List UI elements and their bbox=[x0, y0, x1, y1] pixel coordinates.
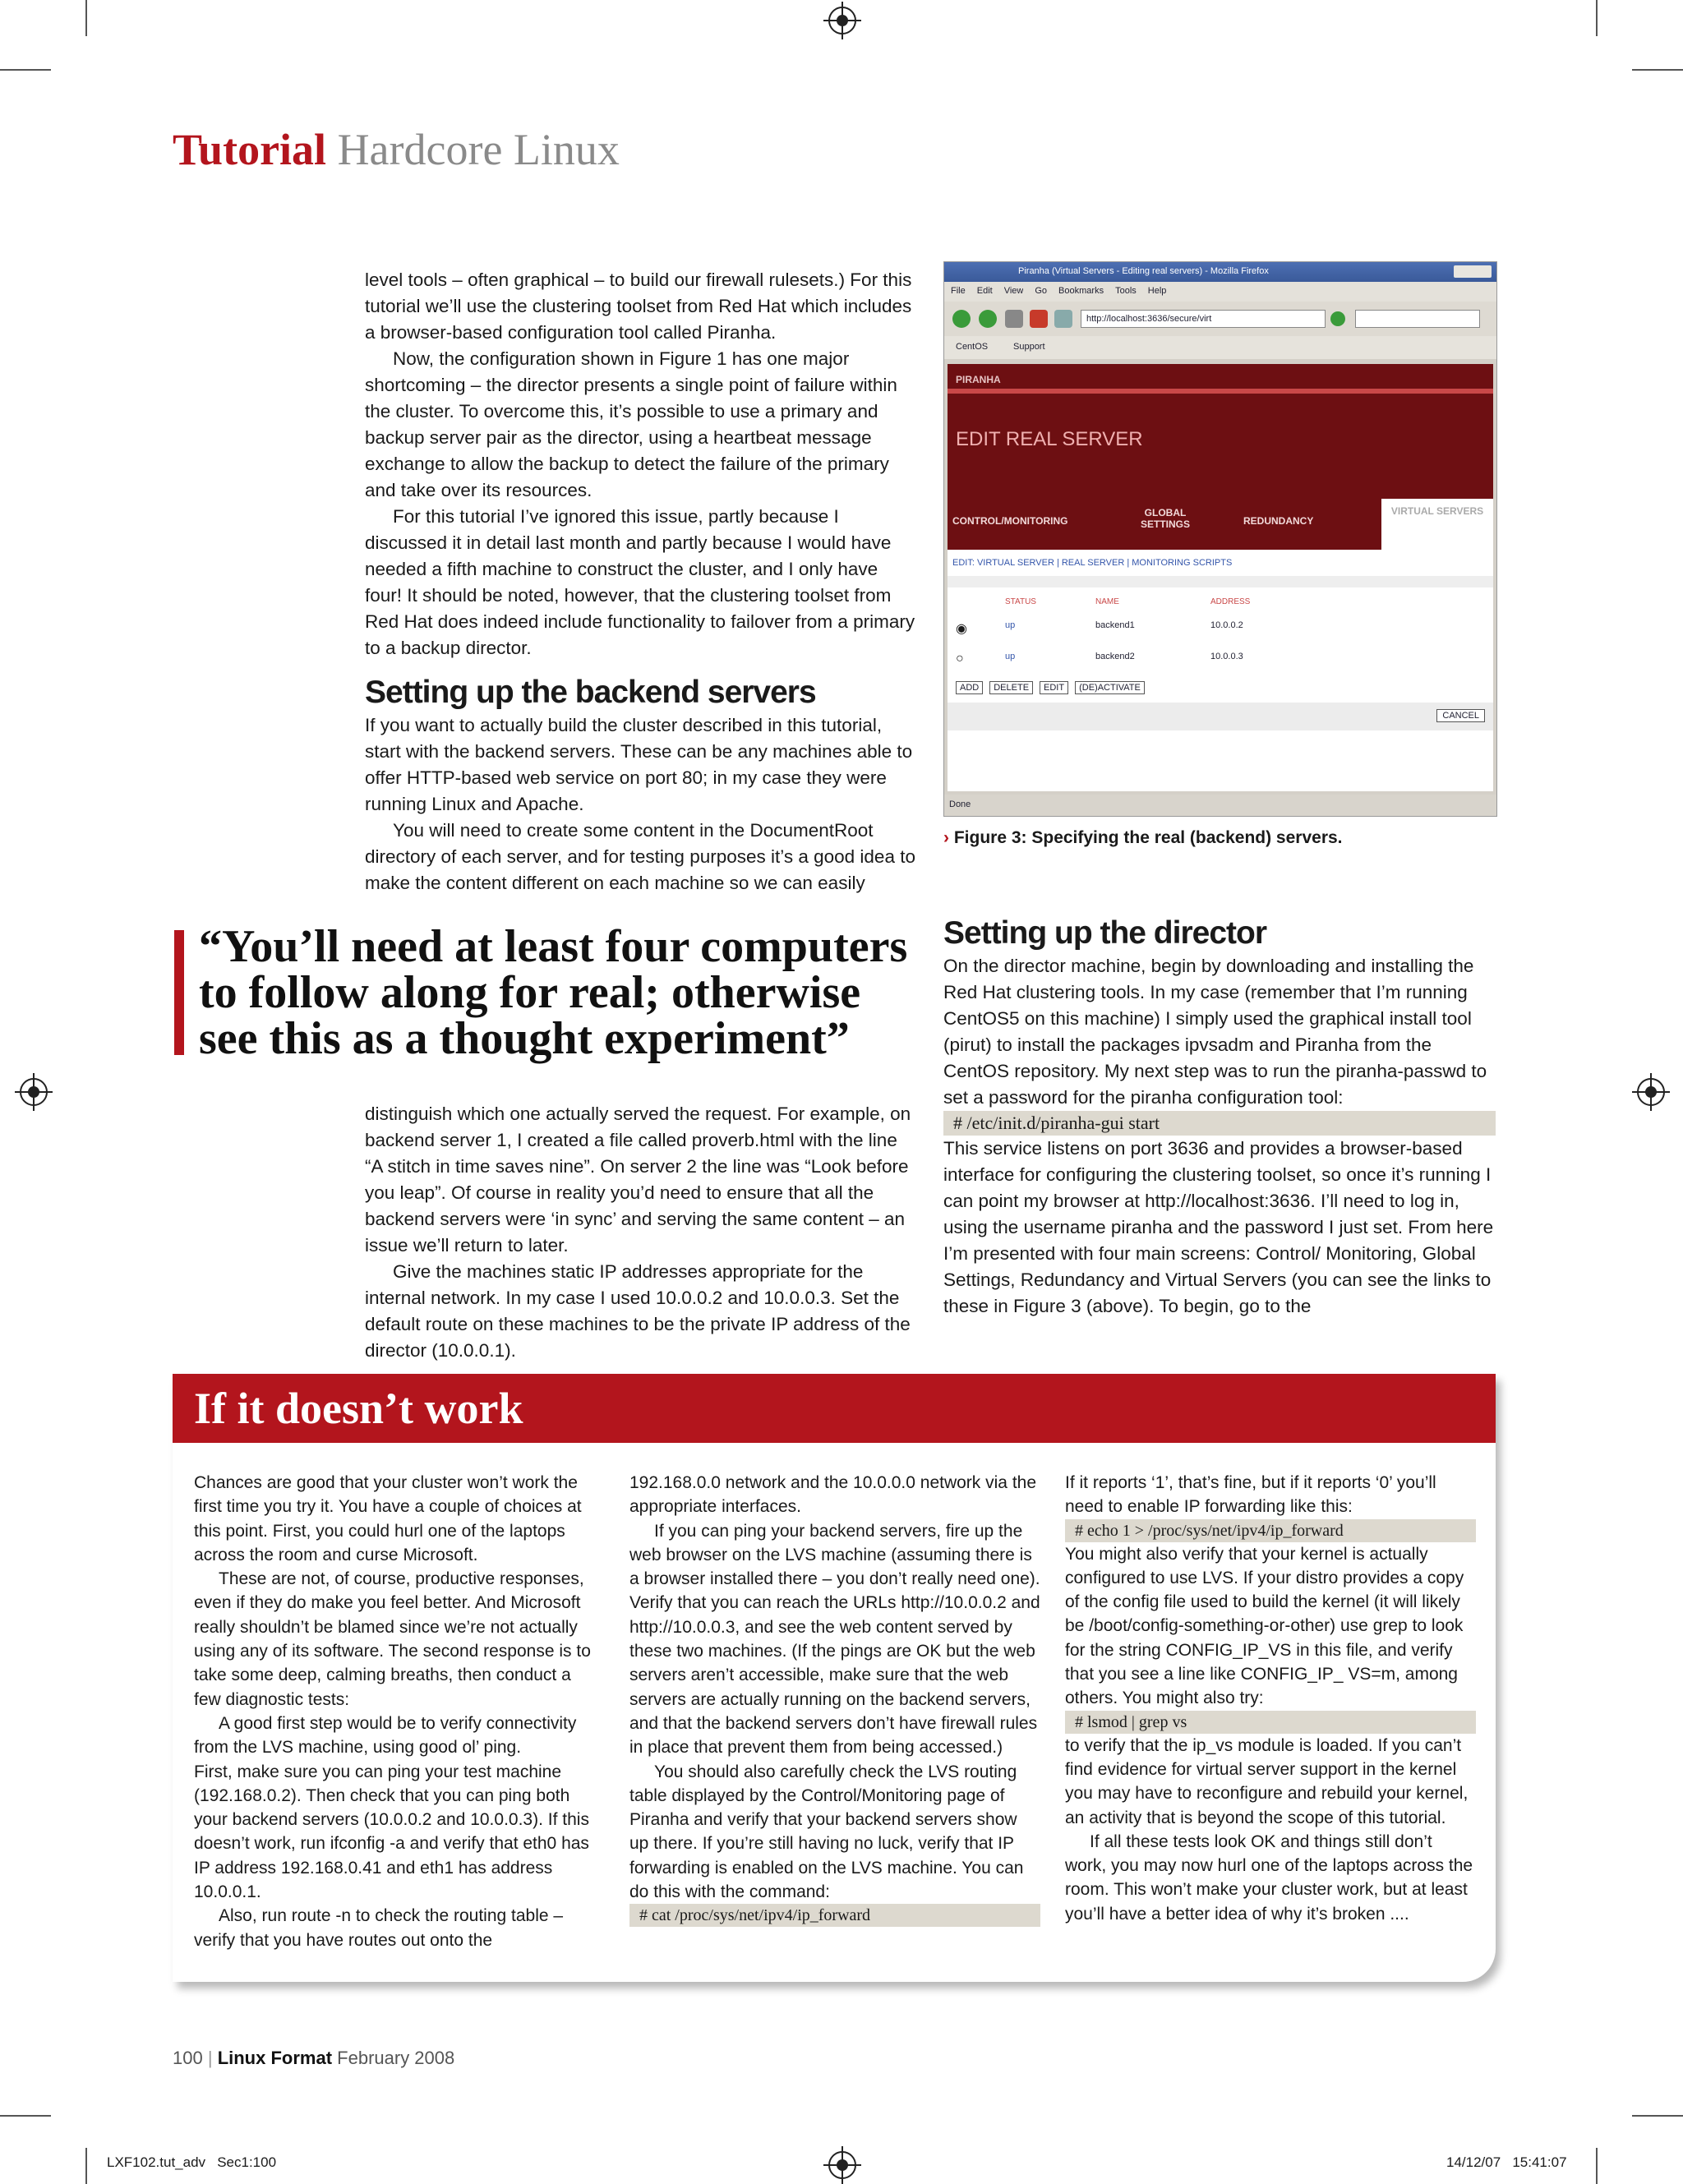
crop-mark bbox=[0, 69, 51, 71]
paragraph: Also, run route -n to check the routing table – verify that you have routes out onto the bbox=[194, 1906, 564, 1950]
page-footer: 100 | Linux Format February 2008 bbox=[173, 2048, 455, 2068]
window-controls-icon[interactable] bbox=[1454, 265, 1492, 278]
paragraph: A good first step would be to verify connectivity from the LVS machine, using good ol’ ping. bbox=[194, 1713, 577, 1758]
article-column-left-top bbox=[365, 267, 915, 896]
deactivate-button[interactable]: (DE)ACTIVATE bbox=[1075, 681, 1145, 694]
page-number: 100 bbox=[173, 2048, 203, 2068]
bookmarks-bar bbox=[944, 336, 1496, 359]
menu-item[interactable]: Bookmarks bbox=[1058, 286, 1104, 296]
brand-label: PIRANHA bbox=[956, 374, 1001, 385]
subject-label: Hardcore Linux bbox=[337, 125, 620, 174]
status-cell: up bbox=[1005, 652, 1016, 661]
code-line: # echo 1 > /proc/sys/net/ipv4/ip_forward bbox=[1065, 1519, 1476, 1542]
section-heading: Setting up the backend servers bbox=[365, 675, 816, 710]
reload-icon[interactable] bbox=[1005, 310, 1023, 328]
paragraph: to verify that the ip_vs module is loaded. If you can’t find evidence for virtual server support in the kernel you may have to reconfigure and rebuild your kernel, an activity that is beyond the scope of this tutorial. bbox=[1065, 1735, 1469, 1827]
crop-mark bbox=[0, 2115, 51, 2117]
paragraph: If you want to actually build the cluster described in this tutorial, start with the backend servers. These can be any machines able to offer HTTP-based web service on port 80; in my case they were running Linux and Apache. bbox=[365, 715, 913, 814]
paragraph: For this tutorial I’ve ignored this issue, partly because I discussed it in detail last month and partly because I would have needed a fifth machine to construct the cluster, and I only have four! It should be noted, however, that the clustering toolset from Red Hat does indeed include functionality to failover from a primary to a backup director. bbox=[365, 506, 915, 658]
radio-button[interactable]: ◉ bbox=[956, 622, 967, 636]
registration-mark-icon bbox=[1637, 1078, 1665, 1106]
tab-global-settings[interactable]: GLOBAL SETTINGS bbox=[1140, 507, 1190, 530]
menu-item[interactable]: File bbox=[951, 286, 966, 296]
bookmark-item[interactable]: CentOS bbox=[956, 342, 989, 352]
nav-toolbar bbox=[944, 302, 1496, 336]
action-buttons bbox=[956, 681, 1145, 694]
table-row[interactable] bbox=[956, 652, 1309, 666]
paragraph: You might also verify that your kernel is actually configured to use LVS. If your distro provides a copy of the config file used to build the kernel (it will likely be /boot/config-something-or-other) use grep to look for the string CONFIG_IP_VS in this file, and verify that you see a line like CONFIG_IP_ VS=m, among others. You might also try: bbox=[1065, 1544, 1464, 1708]
add-button[interactable]: ADD bbox=[956, 681, 983, 694]
home-icon[interactable] bbox=[1054, 310, 1072, 328]
code-line: # lsmod | grep vs bbox=[1065, 1711, 1476, 1734]
table-row[interactable] bbox=[956, 620, 1309, 637]
crop-mark bbox=[1632, 2115, 1683, 2117]
sub-links[interactable]: EDIT: VIRTUAL SERVER | REAL SERVER | MONITORING SCRIPTS bbox=[952, 558, 1233, 568]
paragraph: Chances are good that your cluster won’t work the first time you try it. You have a couple of choices at this point. First, you could hurl one of the laptops across the room and curse Microsoft. bbox=[194, 1473, 582, 1564]
article-column-right bbox=[943, 914, 1496, 1320]
tab-bar bbox=[948, 495, 1493, 550]
banner-stripe bbox=[948, 389, 1493, 394]
caption-arrow-icon: › bbox=[943, 828, 949, 847]
forward-icon[interactable] bbox=[979, 310, 997, 328]
registration-mark-icon bbox=[20, 1078, 48, 1106]
paragraph: You should also carefully check the LVS routing table displayed by the Control/Monitoring page of Piranha and verify that your backend servers show up there. If you’re still having no luck, verify that IP forwarding is enabled on the LVS machine. You can do this with the command: bbox=[629, 1762, 1024, 1902]
status-text: Done bbox=[949, 799, 971, 809]
url-field[interactable]: http://localhost:3636/secure/virt bbox=[1081, 310, 1326, 328]
bookmark-item[interactable]: Support bbox=[1013, 342, 1045, 352]
cancel-button[interactable]: CANCEL bbox=[1436, 709, 1485, 722]
menu-item[interactable]: Tools bbox=[1115, 286, 1137, 296]
registration-mark-icon bbox=[828, 7, 856, 35]
paragraph: 192.168.0.0 network and the 10.0.0.0 network via the appropriate interfaces. bbox=[629, 1473, 1037, 1517]
address-cell: 10.0.0.2 bbox=[1210, 620, 1243, 630]
column-header: ADDRESS bbox=[1210, 597, 1251, 606]
slug-right: 14/12/07 15:41:07 bbox=[1446, 2154, 1567, 2170]
registration-mark-icon bbox=[828, 2151, 856, 2179]
magazine-name: Linux Format bbox=[217, 2048, 333, 2068]
tab-control-monitoring[interactable]: CONTROL/MONITORING bbox=[952, 515, 1068, 527]
figure-screenshot bbox=[943, 261, 1497, 817]
section-label: Tutorial bbox=[173, 125, 327, 174]
menu-item[interactable]: Go bbox=[1035, 286, 1048, 296]
radio-button[interactable]: ○ bbox=[956, 652, 964, 666]
search-input[interactable] bbox=[1355, 310, 1480, 328]
delete-button[interactable]: DELETE bbox=[989, 681, 1033, 694]
paragraph: If you can ping your backend servers, fire up the web browser on the LVS machine (assuming there is a browser installed there – you don’t really need one). Verify that you can reach the URLs http://10.0.0.2 and http://10.0.0.3, and see the web content served by these two machines. (If the pings are OK but the web servers aren’t accessible, make sure that the web servers are actually running on the backend servers, and that the backend servers don’t have firewall rules in place that prevent them from being accessed.) bbox=[629, 1521, 1040, 1758]
piranha-page bbox=[948, 364, 1493, 791]
go-icon[interactable] bbox=[1330, 311, 1345, 326]
address-cell: 10.0.0.3 bbox=[1210, 652, 1243, 661]
slug-left: LXF102.tut_adv Sec1:100 bbox=[107, 2154, 277, 2170]
divider bbox=[948, 576, 1493, 587]
figure-caption bbox=[943, 828, 1343, 848]
tab-redundancy[interactable]: REDUNDANCY bbox=[1243, 515, 1314, 527]
menu-item[interactable]: Help bbox=[1147, 286, 1167, 296]
pullquote: “You’ll need at least four computers to follow along for real; otherwise see this as a thought experiment” bbox=[199, 921, 908, 1064]
menu-bar bbox=[944, 282, 1496, 302]
crop-mark bbox=[1596, 0, 1598, 36]
page-title: EDIT REAL SERVER bbox=[956, 428, 1143, 450]
article-column-left-bottom bbox=[365, 1101, 915, 1364]
crop-mark bbox=[1632, 69, 1683, 71]
code-line: # /etc/init.d/piranha-gui start bbox=[943, 1111, 1496, 1136]
name-cell: backend2 bbox=[1095, 652, 1135, 661]
edit-button[interactable]: EDIT bbox=[1040, 681, 1068, 694]
crop-mark bbox=[1596, 2148, 1598, 2184]
box-column-1 bbox=[194, 1471, 597, 1952]
paragraph: Give the machines static IP addresses appropriate for the internal network. In my case I used 10.0.0.2 and 10.0.0.3. Set the default route on these machines to be the private IP address of the director (10.0.0.1). bbox=[365, 1261, 911, 1361]
status-cell: up bbox=[1005, 620, 1016, 630]
paragraph: If it reports ‘1’, that’s fine, but if it reports ‘0’ you’ll need to enable IP forwarding like this: bbox=[1065, 1473, 1436, 1517]
paragraph: level tools – often graphical – to build our firewall rulesets.) For this tutorial we’ll use the clustering toolset from Red Hat which includes a browser-based configuration tool called Piranha. bbox=[365, 270, 912, 343]
page-header bbox=[173, 123, 620, 176]
paragraph: If all these tests look OK and things still don’t work, you may now hurl one of the laptops across the room. This won’t make your cluster work, but at least you’ll have a better idea of why it’s broken .... bbox=[1065, 1832, 1473, 1924]
issue-date: February 2008 bbox=[337, 2048, 455, 2068]
box-column-3 bbox=[1065, 1471, 1476, 1926]
column-header: NAME bbox=[1095, 597, 1119, 606]
menu-item[interactable]: View bbox=[1003, 286, 1024, 296]
paragraph: On the director machine, begin by downloading and installing the Red Hat clustering tools. In my case (remember that I’m running CentOS5 on this machine) I simply used the graphical install tool (pirut) to install the packages ipvsadm and Piranha from the CentOS repository. My next step was to run the piranha-passwd to set a password for the piranha configuration tool: bbox=[943, 956, 1487, 1108]
paragraph: First, make sure you can ping your test machine (192.168.0.2). Then check that you can ping both your backend servers (10.0.0.2 and 10.0.0.3). If this doesn’t work, run ifconfig -a and verify that eth0 has IP address 192.168.0.41 and eth1 has address 10.0.0.1. bbox=[194, 1762, 589, 1902]
paragraph: These are not, of course, productive responses, even if they do make you feel better. And Microsoft really shouldn’t be blamed since we’re not actually using any of its software. The second response is to take some deep, calming breaths, then conduct a few diagnostic tests: bbox=[194, 1569, 591, 1709]
name-cell: backend1 bbox=[1095, 620, 1135, 630]
paragraph: This service listens on port 3636 and provides a browser-based interface for configuring the clustering toolset, so once it’s running I can point my browser at http://localhost:3636. I’ll need to log in, using the username piranha and the password I just set. From here I’m presented with four main screens: Control/ Monitoring, Global Settings, Redundancy and Virtual Servers (you can see the links to these in Figure 3 (above). To begin, go to the bbox=[943, 1138, 1494, 1316]
column-header: STATUS bbox=[1005, 597, 1036, 606]
crop-mark bbox=[85, 0, 87, 36]
tab-virtual-servers[interactable]: VIRTUAL SERVERS bbox=[1381, 499, 1493, 553]
pullquote-bar bbox=[174, 930, 184, 1055]
crop-mark bbox=[85, 2148, 87, 2184]
box-header bbox=[173, 1374, 1496, 1443]
button-bar bbox=[948, 703, 1493, 730]
paragraph: Now, the configuration shown in Figure 1 has one major shortcoming – the director presents a single point of failure within the cluster. To overcome this, it’s possible to use a primary and backup server pair as the director, using a heartbeat message exchange to allow the backup to detect the failure of the primary and take over its resources. bbox=[365, 348, 897, 500]
code-line: # cat /proc/sys/net/ipv4/ip_forward bbox=[629, 1904, 1040, 1927]
status-bar bbox=[944, 795, 1496, 816]
paragraph: distinguish which one actually served the request. For example, on backend server 1, I created a file called proverb.html with the line “A stitch in time saves nine”. On server 2 the line was “Look before you leap”. Of course in reality you’d need to ensure that all the backend servers were ‘in sync’ and serving the same content – an issue we’ll return to later. bbox=[365, 1104, 911, 1256]
menu-item[interactable]: Edit bbox=[976, 286, 993, 296]
box-title: If it doesn’t work bbox=[194, 1384, 523, 1433]
stop-icon[interactable] bbox=[1030, 310, 1048, 328]
paragraph: You will need to create some content in the DocumentRoot directory of each server, and for testing purposes it’s a good idea to make the content different on each machine so we can easily bbox=[365, 820, 915, 893]
back-icon[interactable] bbox=[952, 310, 971, 328]
section-heading: Setting up the director bbox=[943, 915, 1267, 951]
window-title: Piranha (Virtual Servers - Editing real servers) - Mozilla Firefox bbox=[1018, 266, 1269, 276]
caption-text: Figure 3: Specifying the real (backend) servers. bbox=[953, 828, 1343, 847]
table-header bbox=[1005, 597, 1309, 606]
box-column-2 bbox=[629, 1471, 1040, 1927]
piranha-banner bbox=[948, 364, 1493, 495]
window-titlebar bbox=[944, 262, 1496, 282]
